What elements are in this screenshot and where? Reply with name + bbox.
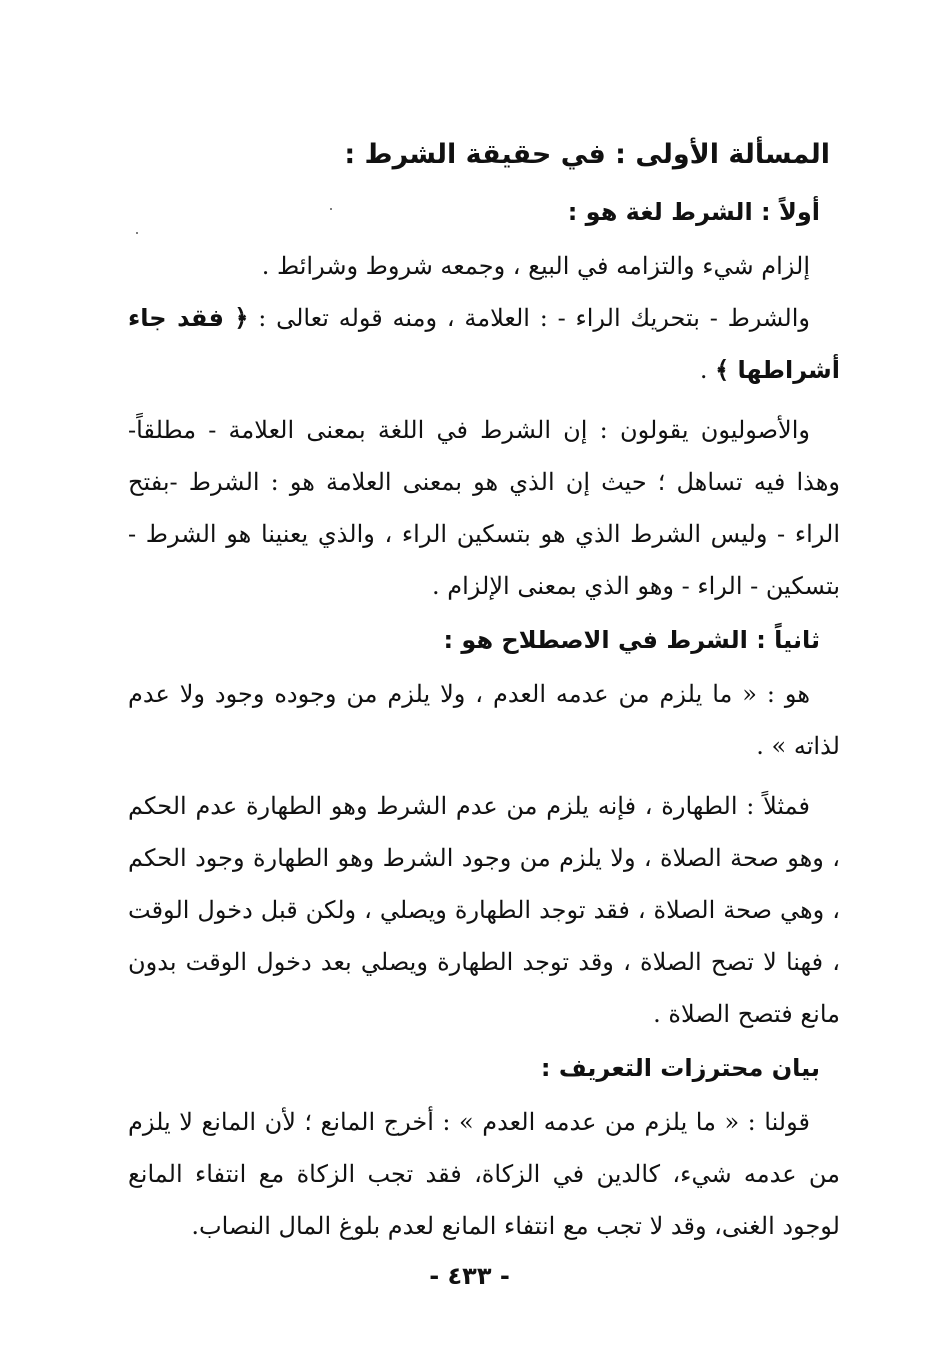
example-paragraph: فمثلاً : الطهارة ، فإنه يلزم من عدم الشرط وهو الطهارة عدم الحكم ، وهو صحة الصلاة ، ولا يلزم من وجود الشرط وهو الطهارة وجود الحكم ، وهي صحة الصلاة ، فقد توجد الطهارة ويصلي ، ولكن قبل دخول الوقت ، فهنا لا تصح الصلاة ، وقد توجد الطهارة ويصلي بعد دخول الوقت بدون مانع فتصح الصلاة . (128, 792, 840, 1028)
paragraph-text: والشرط - بتحريك الراء - : العلامة ، ومنه قوله تعالى : (258, 304, 810, 332)
page-number: - ٤٣٣ - (429, 1262, 510, 1290)
page-body (128, 126, 840, 1252)
paragraph: والأصوليون يقولون : إن الشرط في اللغة بمعنى العلامة - مطلقاً- وهذا فيه تساهل ؛ حيث إن الذي هو بمعنى العلامة هو : الشرط -بفتح الراء - وليس الشرط الذي هو بتسكين الراء ، والذي يعنينا هو الشرط - بتسكين - الراء - وهو الذي بمعنى الإلزام . (128, 416, 840, 600)
paragraph: إلزام شيء والتزامه في البيع ، وجمعه شروط وشرائط . (261, 252, 810, 280)
paragraph (128, 292, 840, 396)
chapter-heading: المسألة الأولى : في حقيقة الشرط : (344, 139, 830, 170)
section-title-technical: ثانياً : الشرط في الاصطلاح هو : (443, 626, 820, 654)
section-title-restrictions: بيان محترزات التعريف : (540, 1054, 820, 1082)
paragraph: قولنا : « ما يلزم من عدمه العدم » : أخرج المانع ؛ لأن المانع لا يلزم من عدمه شيء، كالدين في الزكاة، فقد تجب الزكاة مع انتفاء المانع لوجود الغنى، وقد لا تجب مع انتفاء المانع لعدم بلوغ المال النصاب. (128, 1108, 840, 1240)
paragraph-text: . (699, 356, 708, 384)
quran-quote: ﴿ فقد جاء أشراطها ﴾ (128, 304, 840, 384)
definition-paragraph: هو : « ما يلزم من عدمه العدم ، ولا يلزم من وجوده وجود ولا عدم لذاته » . (128, 680, 840, 760)
section-title-linguistic: أولاً : الشرط لغة هو : (567, 198, 820, 226)
